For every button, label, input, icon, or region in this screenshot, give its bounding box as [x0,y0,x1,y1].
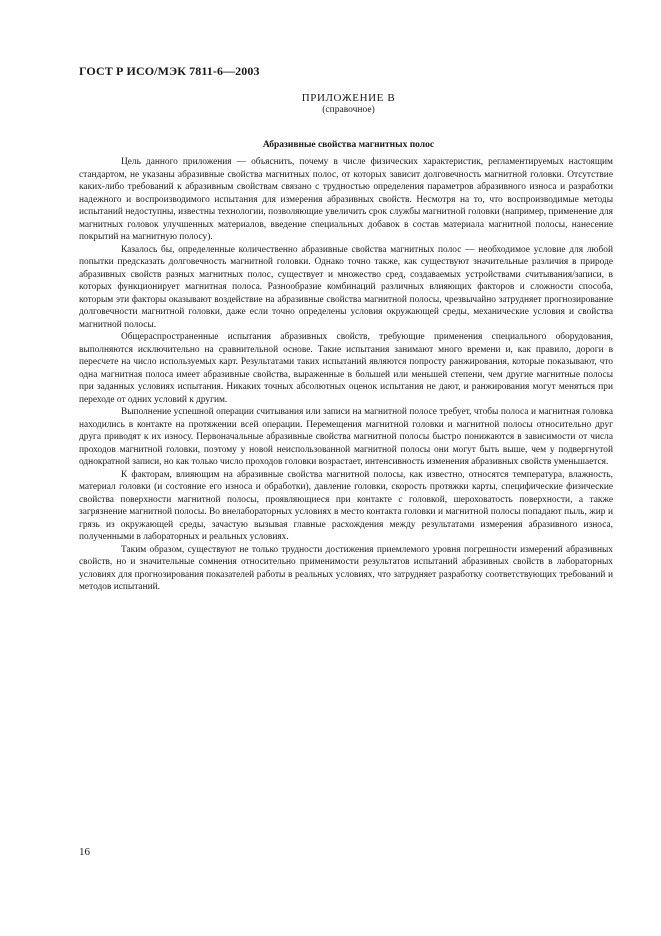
body-text [79,156,613,594]
paragraph: Цель данного приложения — объяснить, почему в числе физических характеристик, регламентируемых настоящим стандартом, не указаны абразивные свойства магнитных полос, от которых зависит долговечность магнитной головки. Отсутствие каких-либо требований к абразивным свойствам связано с трудностью определения параметров абразивного износа и разработки надежного и воспроизводимого испытания для измерения абразивных свойств. Несмотря на то, что воспроизводимые методы испытаний недоступны, известны технологии, позволяющие увеличить срок службы магнитной головки (например, применение для магнитных головок улучшенных материалов, введение специальных добавок в состав материала магнитной полосы, нанесение покрытий на магнитную полосу). [79,157,613,242]
paragraph: К факторам, влияющим на абразивные свойства магнитной полосы, как известно, относятся температура, влажность, материал головки (и состояние его износа и обработки), давление головки, скорость протяжки карты, специфические физические свойства поверхности магнитной полосы, проявляющиеся при контакте с головкой, шероховатость поверхности, а также загрязнение магнитной полосы. Во внелабораторных условиях в место контакта головки и магнитной полосы попадают пыль, жир и грязь из окружающей среды, зачастую вызывая главные расхождения между результатами измерения абразивного износа, полученными в лабораторных и реальных условиях. [79,469,613,542]
paragraph: Выполнение успешной операции считывания или записи на магнитной полосе требует, чтобы полоса и магнитная головка находились в контакте на протяжении всей операции. Перемещения магнитной головки и магнитной полосы относительно друг друга приводят к их износу. Первоначальные абразивные свойства магнитной полосы быстро понижаются в зависимости от числа проходов магнитной головки, поэтому у новой неиспользованной магнитной полосы они могут быть выше, чем у подвергнутой однократной записи, но как только число проходов головки возрастает, интенсивность изменения абразивных свойств уменьшается. [79,407,613,467]
appendix-subtitle: (справочное) [322,105,375,115]
document-header: ГОСТ Р ИСО/МЭК 7811-6—2003 [79,64,260,78]
paragraph: Таким образом, существуют не только трудности достижения приемлемого уровня погрешности измерений абразивных свойств, но и значительные сомнения относительно применимости результатов испытаний абразивных свойств в лабораторных условиях для прогнозирования показателей работы в реальных условиях, что затрудняет разработку соответствующих требований и методов испытаний. [79,544,613,592]
paragraph: Общераспространенные испытания абразивных свойств, требующие применения специального оборудования, выполняются исключительно на сравнительной основе. Такие испытания занимают много времени и, как правило, дороги в пересчете на число используемых карт. Результатами таких испытаний являются попросту ранжирования, которые показывают, что одна магнитная полоса имеет абразивные свойства, выраженные в большей или меньшей степени, чем другие магнитные полосы при заданных условиях испытания. Никаких точных абсолютных оценок испытания не дают, и ранжирования могут меняться при переходе от одних условий к другим. [79,332,613,405]
appendix-title: ПРИЛОЖЕНИЕ В [301,92,396,104]
page-number: 16 [79,846,90,858]
section-title: Абразивные свойства магнитных полос [262,140,435,150]
paragraph: Казалось бы, определенные количественно абразивные свойства магнитных полос — необходимое условие для любой попытки предсказать долговечность магнитной головки. Однако точно также, как существуют значительные различия в природе абразивных свойств разных магнитных полос, существует и множество сред, создаваемых устройствами считывания/записи, в которых функционирует магнитная полоса. Разнообразие комбинаций различных влияющих факторов и сложности способа, которым эти факторы оказывают воздействие на абразивные свойства магнитной полосы, чрезвычайно затрудняет прогнозирование долговечности магнитной головки, даже если точно определены условия окружающей среды, механические условия и свойства магнитной полосы. [79,244,613,330]
